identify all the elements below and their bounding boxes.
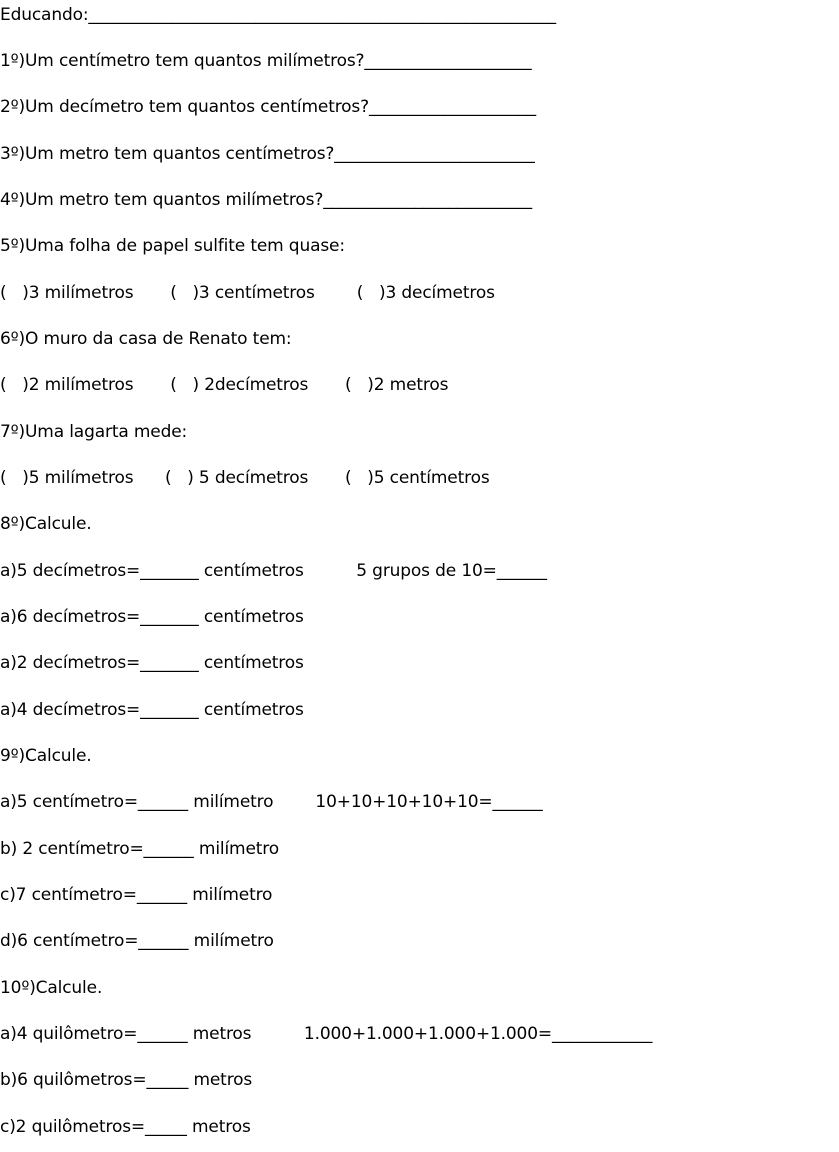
question-9-item-d: d)6 centímetro=______ milímetro	[0, 931, 274, 951]
question-8-item-4: a)4 decímetros=_______ centímetros	[0, 700, 304, 720]
question-7-options: ( )5 milímetros ( ) 5 decímetros ( )5 centímetros	[0, 468, 490, 488]
question-10-item-a: a)4 quilômetro=______ metros 1.000+1.000+1.000+1.000=____________	[0, 1024, 653, 1044]
question-8-item-3: a)2 decímetros=_______ centímetros	[0, 653, 304, 673]
question-5-options: ( )3 milímetros ( )3 centímetros ( )3 decímetros	[0, 283, 495, 303]
question-10: 10º)Calcule.	[0, 978, 103, 998]
question-6-options: ( )2 milímetros ( ) 2decímetros ( )2 metros	[0, 375, 449, 395]
student-name-field: Educando:________________________________________________________	[0, 5, 557, 25]
question-3: 3º)Um metro tem quantos centímetros?________________________	[0, 144, 535, 164]
question-7: 7º)Uma lagarta mede:	[0, 422, 188, 442]
question-10-item-b: b)6 quilômetros=_____ metros	[0, 1070, 253, 1090]
question-8: 8º)Calcule.	[0, 514, 92, 534]
question-9: 9º)Calcule.	[0, 746, 92, 766]
question-9-item-c: c)7 centímetro=______ milímetro	[0, 885, 273, 905]
question-9-item-b: b) 2 centímetro=______ milímetro	[0, 839, 279, 859]
question-8-item-1: a)5 decímetros=_______ centímetros 5 grupos de 10=______	[0, 561, 547, 581]
question-2: 2º)Um decímetro tem quantos centímetros?____________________	[0, 97, 537, 117]
question-9-item-a: a)5 centímetro=______ milímetro 10+10+10+10+10=______	[0, 792, 543, 812]
question-6: 6º)O muro da casa de Renato tem:	[0, 329, 292, 349]
question-1: 1º)Um centímetro tem quantos milímetros?____________________	[0, 51, 532, 71]
question-4: 4º)Um metro tem quantos milímetros?_________________________	[0, 190, 532, 210]
question-5: 5º)Uma folha de papel sulfite tem quase:	[0, 236, 345, 256]
question-8-item-2: a)6 decímetros=_______ centímetros	[0, 607, 304, 627]
question-10-item-c: c)2 quilômetros=_____ metros	[0, 1117, 251, 1137]
